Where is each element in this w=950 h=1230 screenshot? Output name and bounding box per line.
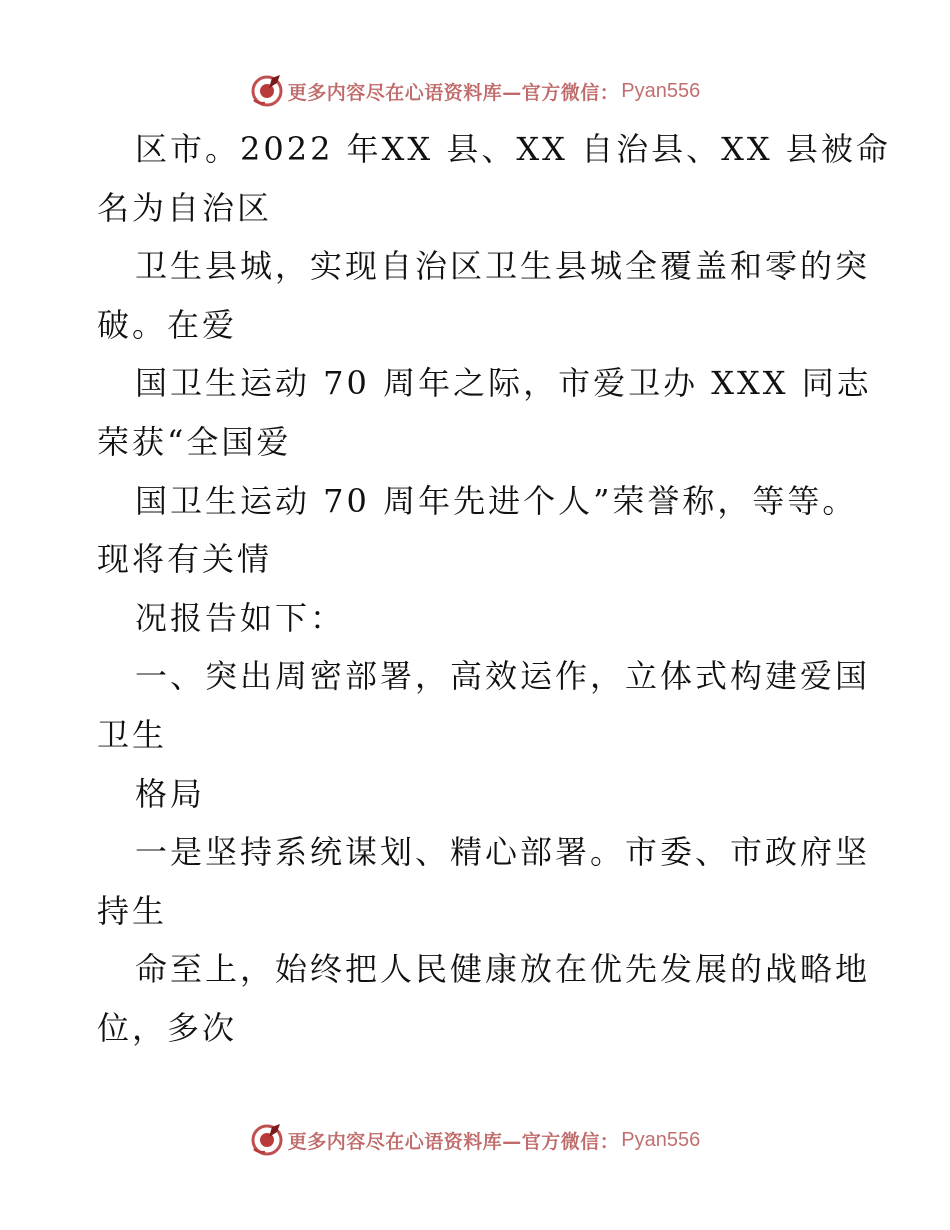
pen-logo-icon [250,74,284,108]
body-line: 国卫生运动 70 周年先进个人”荣誉称，等等。 [135,481,858,520]
document-body [97,120,891,1058]
body-line: 国卫生运动 70 周年之际，市爱卫办 XXX 同志 [135,364,872,403]
body-line: 现将有关情 [97,540,273,579]
header-banner-text: 更多内容尽在心语资料库—官方微信： [287,81,620,104]
body-line: 区市。2022 年XX 县、XX 自治县、XX 县被命 [135,130,891,168]
pen-logo-icon [250,1123,284,1157]
section-heading-line: 一、突出周密部署，高效运作，立体式构建爱国 [135,657,871,696]
body-line: 一是坚持系统谋划、精心部署。市委、市政府坚 [135,833,871,872]
body-line: 位，多次 [97,1008,238,1047]
body-line: 破。在爱 [97,305,238,344]
footer-banner-text: 更多内容尽在心语资料库—官方微信： [287,1130,620,1153]
body-line: 名为自治区 [97,188,273,227]
section-heading-line: 卫生 [97,715,168,754]
body-line: 荣获“全国爱 [97,422,292,461]
header-watermark-banner [0,71,950,111]
body-line: 持生 [97,891,168,930]
footer-watermark-banner [0,1120,950,1160]
section-heading-line: 格局 [135,774,206,813]
header-wechat-id: Pyan556 [621,79,701,102]
footer-wechat-id: Pyan556 [621,1128,701,1151]
body-line: 卫生县城，实现自治区卫生县城全覆盖和零的突 [135,247,871,286]
body-line: 命至上，始终把人民健康放在优先发展的战略地 [135,950,871,989]
body-line: 况报告如下： [135,598,346,637]
